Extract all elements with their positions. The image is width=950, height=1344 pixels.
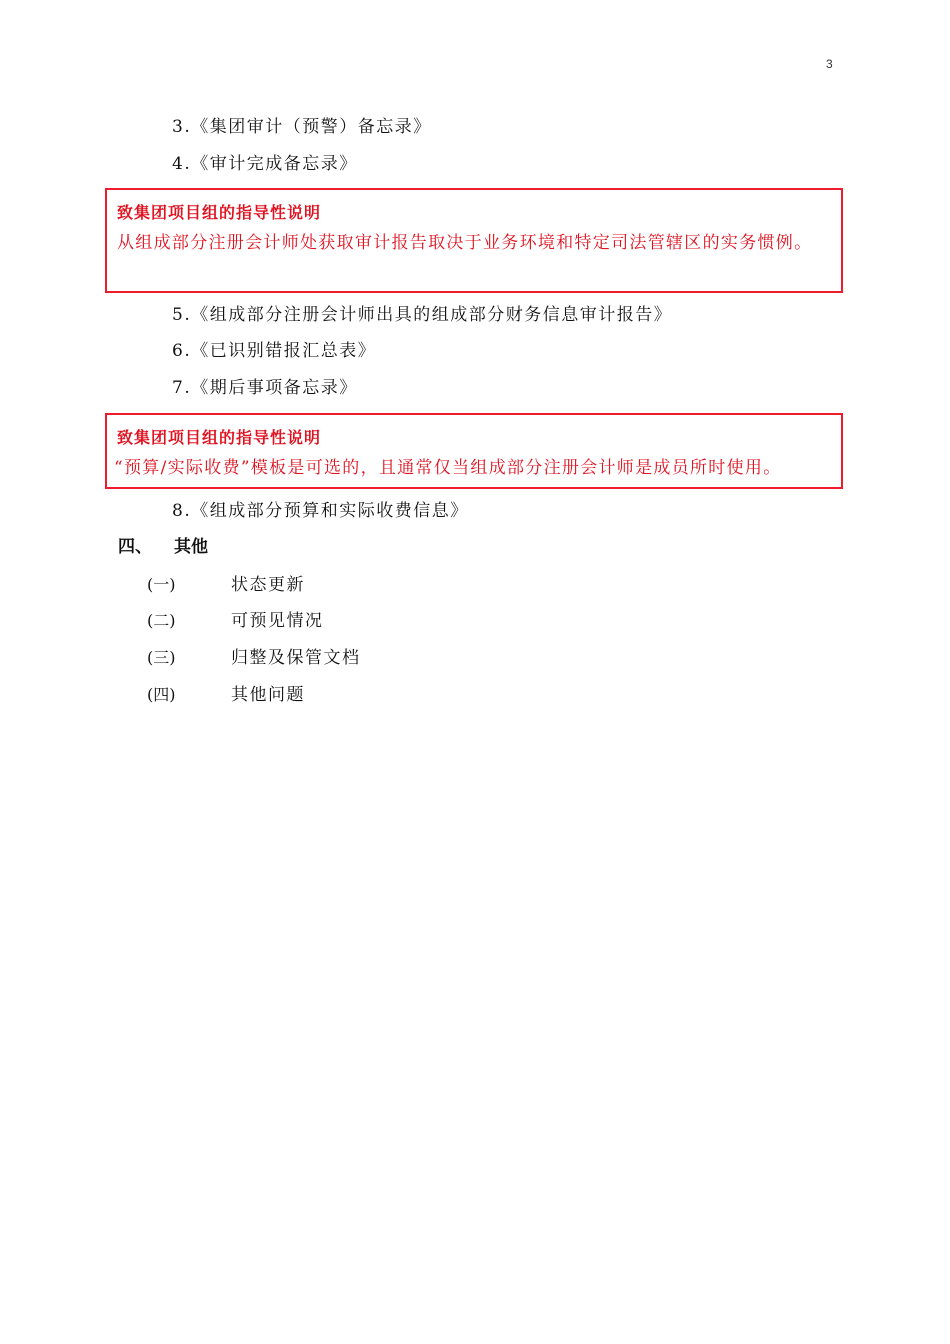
guidance-box-audit-report (105, 188, 843, 293)
section-number: 四、 (118, 537, 152, 557)
subsection-number: (一) (147, 575, 176, 594)
guidance-body: 从组成部分注册会计师处获取审计报告取决于业务环境和特定司法管辖区的实务惯例。 (117, 233, 813, 253)
list-item-group-audit-memo: 3.《集团审计（预警）备忘录》 (172, 117, 432, 137)
list-item-audit-completion-memo: 4.《审计完成备忘录》 (172, 154, 358, 174)
section-title: 其他 (174, 537, 208, 557)
section-heading-other (118, 536, 208, 558)
subsection-number: (二) (147, 611, 176, 630)
guidance-body: “预算/实际收费”模板是可选的，且通常仅当组成部分注册会计师是成员所时使用。 (114, 458, 782, 478)
list-item-subsequent-events-memo: 7.《期后事项备忘录》 (172, 378, 358, 398)
list-item-misstatement-summary: 6.《已识别错报汇总表》 (172, 341, 377, 361)
guidance-title: 致集团项目组的指导性说明 (117, 203, 322, 222)
list-item-budget-fee-info: 8.《组成部分预算和实际收费信息》 (172, 501, 469, 521)
subsection-archiving-documents: 归整及保管文档 (231, 648, 361, 668)
page-number: 3 (826, 57, 833, 71)
list-item-component-audit-report: 5.《组成部分注册会计师出具的组成部分财务信息审计报告》 (172, 305, 673, 325)
subsection-number: (四) (147, 685, 176, 704)
subsection-status-update: 状态更新 (231, 575, 305, 595)
guidance-box-fee-template (105, 413, 843, 489)
subsection-other-issues: 其他问题 (231, 685, 305, 705)
subsection-foreseeable-circumstances: 可预见情况 (231, 611, 324, 631)
guidance-title: 致集团项目组的指导性说明 (117, 428, 322, 447)
subsection-number: (三) (147, 648, 176, 667)
